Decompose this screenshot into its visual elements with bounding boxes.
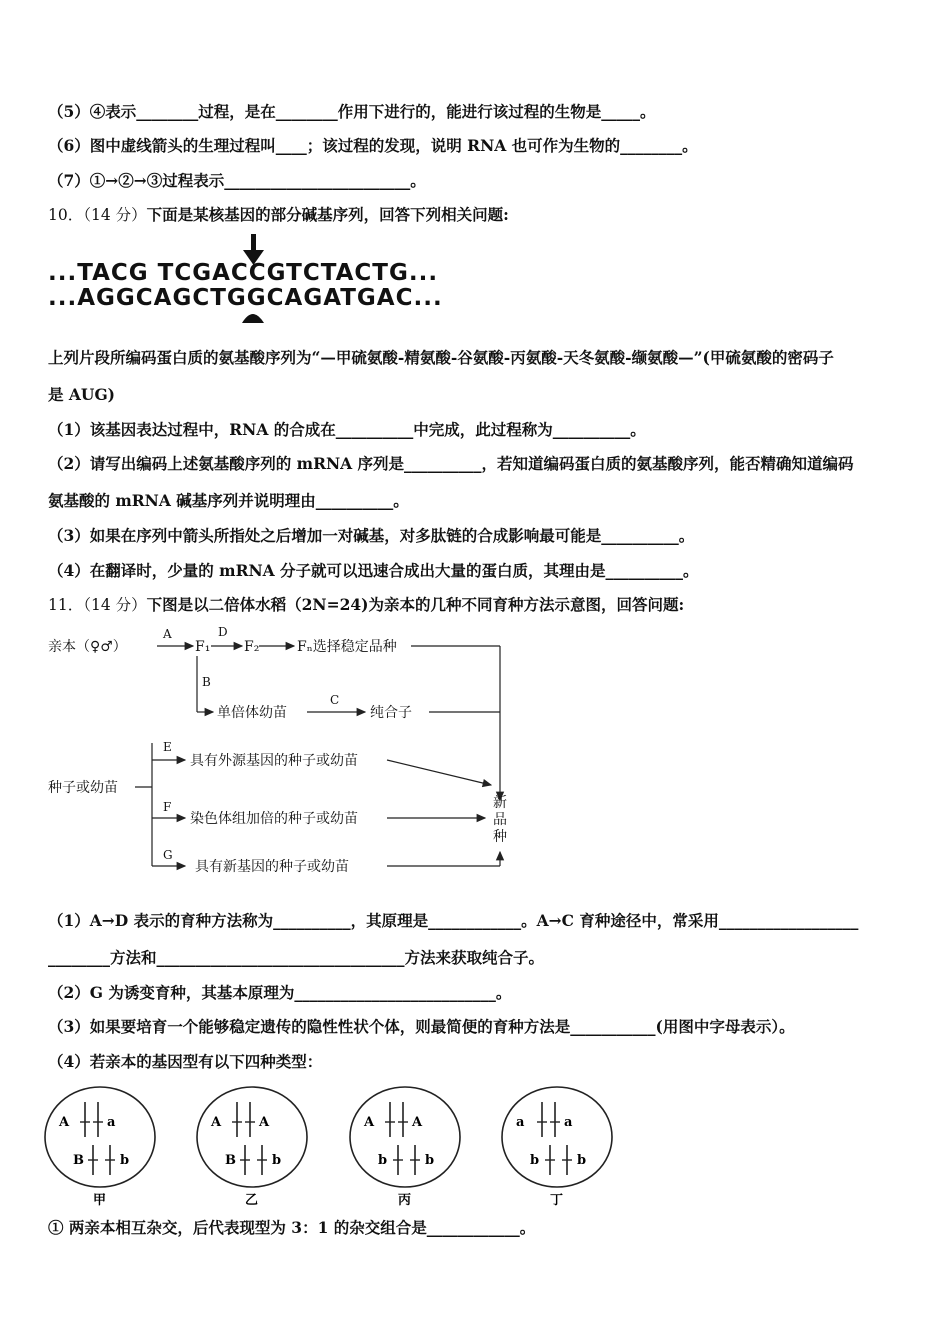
- q10-number: 10．: [48, 206, 84, 224]
- dna-top-strand: ...TACG TCGACCGTCTACTG...: [48, 260, 439, 286]
- node-f1: F₁: [195, 639, 211, 655]
- q10-title: 下面是某核基因的部分碱基序列，回答下列相关问题:: [146, 205, 509, 224]
- allele-top-left: A: [211, 1115, 222, 1130]
- cell-label: 丙: [398, 1193, 412, 1208]
- node-newgene: 具有新基因的种子或幼苗: [195, 859, 349, 875]
- label-b: B: [202, 675, 211, 689]
- allele-bottom-left: b: [530, 1153, 540, 1168]
- q11-part4: （4）若亲本的基因型有以下四种类型：: [48, 1052, 323, 1071]
- cell-bing: [350, 1087, 460, 1208]
- allele-top-right: A: [412, 1115, 423, 1130]
- q11-part1-line2: ________方法和________________________________方法来获取纯合子。: [48, 948, 545, 967]
- allele-bottom-left: b: [378, 1153, 388, 1168]
- node-fn: Fₙ选择稳定品种: [297, 639, 397, 655]
- q9-part6: （6）图中虚线箭头的生理过程叫____；该过程的发现，说明 RNA 也可作为生物的________。: [48, 136, 698, 155]
- q11-part1-line1: （1）A→D 表示的育种方法称为__________，其原理是____________。A→C 育种途径中，常采用__________________: [48, 911, 859, 930]
- label-a: A: [163, 627, 172, 641]
- q9-part7: （7）①→②→③过程表示________________________。: [48, 171, 426, 190]
- up-arrow-icon: [240, 308, 270, 326]
- q10-part2-line1: （2）请写出编码上述氨基酸序列的 mRNA 序列是__________，若知道编码蛋白质的氨基酸序列，能否精确知道编码: [48, 454, 854, 473]
- cell-label: 丁: [550, 1193, 564, 1208]
- q9-part5: （5）④表示________过程，是在________作用下进行的，能进行该过程的生物是_____。: [48, 102, 656, 121]
- q11-part3: （3）如果要培育一个能够稳定遗传的隐性性状个体，则最简便的育种方法是___________(用图中字母表示）。: [48, 1017, 795, 1036]
- q10-intro-line1: 上列片段所编码蛋白质的氨基酸序列为“—甲硫氨酸-精氨酸-谷氨酸-丙氨酸-天冬氨酸-缬氨酸—”(甲硫氨酸的密码子: [48, 348, 834, 367]
- node-foreign: 具有外源基因的种子或幼苗: [190, 753, 358, 769]
- node-pure: 纯合子: [370, 705, 412, 721]
- q10-intro-line2: 是 AUG): [48, 385, 116, 404]
- q11-part2: （2）G 为诱变育种，其基本原理为__________________________。: [48, 983, 512, 1002]
- breeding-diagram: [45, 620, 525, 885]
- cell-label: 甲: [93, 1193, 107, 1208]
- allele-bottom-right: b: [120, 1153, 130, 1168]
- q11-heading: [48, 595, 910, 615]
- allele-top-right: a: [107, 1115, 116, 1130]
- genotype-cells: [40, 1080, 620, 1210]
- node-seed: 种子或幼苗: [48, 780, 118, 796]
- allele-bottom-left: B: [225, 1153, 236, 1168]
- cell-jia: [45, 1087, 155, 1208]
- allele-top-right: a: [564, 1115, 573, 1130]
- label-f: F: [163, 800, 172, 814]
- q10-heading: [48, 205, 910, 225]
- allele-top-left: a: [516, 1115, 525, 1130]
- cell-label: 乙: [245, 1193, 259, 1208]
- node-f2: F₂: [244, 639, 260, 655]
- q11-part4-subq1: ① 两亲本相互杂交，后代表现型为 3：1 的杂交组合是____________。: [48, 1218, 536, 1237]
- q10-part3: （3）如果在序列中箭头所指处之后增加一对碱基，对多肽链的合成影响最可能是__________。: [48, 526, 695, 545]
- cell-ding: [502, 1087, 612, 1208]
- q11-number: 11．: [48, 596, 84, 614]
- allele-bottom-right: b: [425, 1153, 435, 1168]
- node-new-1: 新: [493, 795, 507, 811]
- node-new-2: 品: [493, 812, 507, 828]
- q11-title: 下图是以二倍体水稻（2N=24)为亲本的几种不同育种方法示意图，回答问题:: [146, 595, 685, 614]
- allele-top-right: A: [259, 1115, 270, 1130]
- q10-score: （14 分）: [83, 206, 147, 224]
- allele-bottom-right: b: [272, 1153, 282, 1168]
- q10-part2-line2: 氨基酸的 mRNA 碱基序列并说明理由__________。: [48, 491, 409, 510]
- node-haploid: 单倍体幼苗: [217, 705, 287, 721]
- cell-yi: [197, 1087, 307, 1208]
- node-doubled: 染色体组加倍的种子或幼苗: [190, 811, 358, 827]
- allele-top-left: A: [364, 1115, 375, 1130]
- allele-bottom-left: B: [73, 1153, 84, 1168]
- node-new-3: 种: [493, 829, 507, 845]
- q10-part4: （4）在翻译时，少量的 mRNA 分子就可以迅速合成出大量的蛋白质，其理由是__________。: [48, 561, 699, 580]
- label-c: C: [330, 693, 340, 707]
- q10-part1: （1）该基因表达过程中，RNA 的合成在__________中完成，此过程称为__________。: [48, 420, 646, 439]
- label-d: D: [218, 625, 228, 639]
- allele-top-left: A: [59, 1115, 70, 1130]
- label-e: E: [163, 740, 172, 754]
- allele-bottom-right: b: [577, 1153, 587, 1168]
- node-parent: 亲本（♀♂）: [48, 639, 127, 655]
- q11-score: （14 分）: [83, 596, 147, 614]
- dna-bottom-strand: ...AGGCAGCTGGCAGATGAC...: [48, 285, 443, 311]
- label-g: G: [163, 848, 173, 862]
